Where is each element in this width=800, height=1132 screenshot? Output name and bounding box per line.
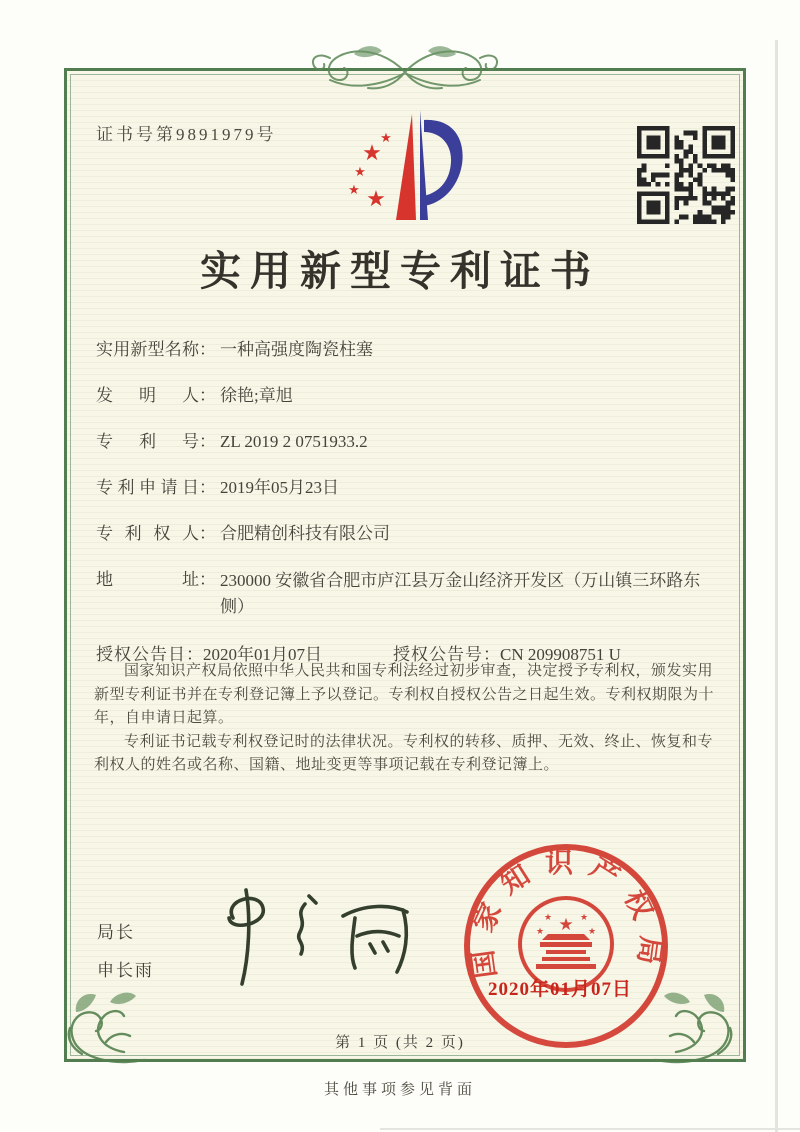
body-paragraph: 国家知识产权局依照中华人民共和国专利法经过初步审查，决定授予专利权，颁发实用新型专利证书并在专利登记簿上予以登记。专利权自授权公告之日起生效。专利权期限为十年，自申请日起算。 — [94, 663, 715, 726]
scan-edge-artifact — [775, 40, 778, 1132]
field-colon: ： — [483, 645, 500, 664]
field-value: 2019年05月23日 — [220, 478, 339, 497]
seal-text: 国家知识产权局 — [466, 847, 666, 980]
grant-number-label: 授权公告号 — [393, 645, 483, 664]
scan-edge-artifact — [380, 1128, 800, 1130]
field-label: 专利号 — [96, 432, 199, 451]
grant-number-value: CN 209908751 U — [500, 645, 621, 664]
field-label: 发明人 — [96, 386, 199, 405]
field-row-inventor — [96, 384, 716, 407]
svg-text:★: ★ — [354, 164, 366, 179]
field-row-filing-date — [96, 476, 716, 499]
cnipa-ip-logo-icon — [336, 104, 468, 226]
field-value: 徐艳;章旭 — [220, 386, 293, 405]
svg-text:★: ★ — [362, 140, 382, 165]
page-number: 第 1 页 (共 2 页) — [335, 1035, 465, 1051]
qr-code — [637, 126, 735, 224]
legal-text — [94, 660, 722, 778]
field-label: 专利权人 — [96, 524, 199, 543]
field-value: 一种高强度陶瓷柱塞 — [220, 340, 373, 359]
svg-text:★: ★ — [535, 926, 545, 936]
director-handwritten-signature — [205, 878, 420, 990]
svg-text:★: ★ — [348, 182, 360, 197]
svg-text:★: ★ — [579, 912, 589, 922]
certificate-number: 证书号第9891979号 — [96, 125, 277, 144]
field-label: 地址 — [96, 570, 199, 589]
field-value: 230000 安徽省合肥市庐江县万金山经济开发区（万山镇三环路东侧） — [220, 571, 701, 616]
field-colon: ： — [199, 570, 216, 589]
svg-text:★: ★ — [366, 186, 386, 211]
field-row-patentee — [96, 522, 716, 545]
field-colon: ： — [186, 645, 203, 664]
body-paragraph: 专利证书记载专利权登记时的法律状况。专利权的转移、质押、无效、终止、恢复和专利权人的姓名或名称、国籍、地址变更等事项记载在专利登记簿上。 — [94, 733, 714, 773]
grant-date-label: 授权公告日 — [96, 645, 186, 664]
field-row-address — [96, 568, 716, 620]
field-value: 合肥精创科技有限公司 — [220, 524, 390, 543]
svg-text:★: ★ — [380, 130, 392, 145]
svg-text:★: ★ — [558, 915, 574, 934]
field-label: 实用新型名称 — [96, 340, 199, 359]
seal-date: 2020年01月07日 — [488, 979, 633, 1000]
field-colon: ： — [199, 524, 216, 543]
certificate-title: 实用新型专利证书 — [200, 248, 600, 294]
field-label: 专利申请日 — [96, 478, 199, 497]
grant-date-value: 2020年01月07日 — [203, 645, 322, 664]
svg-text:★: ★ — [543, 912, 553, 922]
svg-text:★: ★ — [587, 926, 597, 936]
field-colon: ： — [199, 386, 216, 405]
field-colon: ： — [199, 478, 216, 497]
field-row-name — [96, 338, 716, 361]
field-colon: ： — [199, 340, 216, 359]
field-colon: ： — [199, 432, 216, 451]
signer-block — [97, 918, 154, 994]
cnipa-official-seal — [458, 838, 674, 1059]
signer-title: 局长 — [97, 923, 135, 942]
back-side-note: 其他事项参见背面 — [323, 1082, 476, 1098]
certificate-fields — [96, 338, 716, 666]
field-row-patent-number — [96, 430, 716, 453]
field-value: ZL 2019 2 0751933.2 — [220, 432, 368, 451]
signer-name: 申长雨 — [97, 961, 154, 980]
